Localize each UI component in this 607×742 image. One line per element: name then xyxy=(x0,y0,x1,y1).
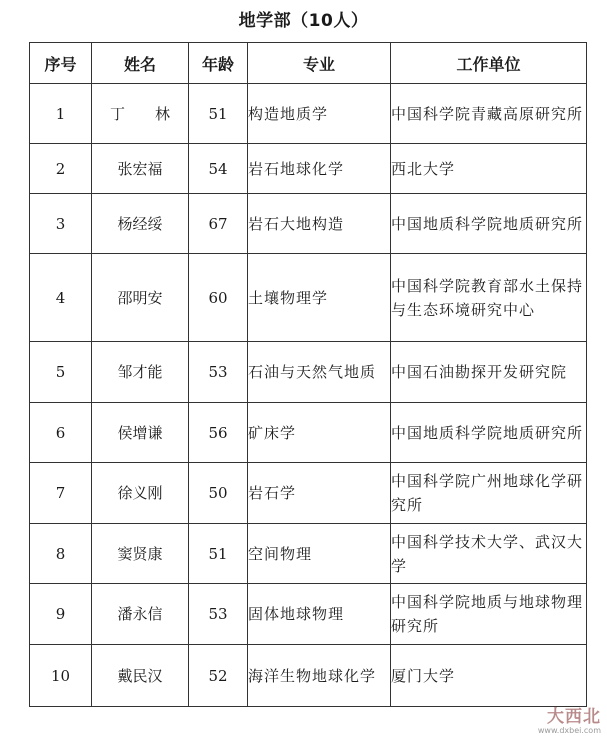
row-index: 7 xyxy=(30,463,92,524)
row-name: 戴民汉 xyxy=(92,645,189,707)
watermark-logo xyxy=(491,708,601,738)
row-unit: 中国地质科学院地质研究所 xyxy=(391,194,587,254)
row-age: 52 xyxy=(189,645,248,707)
row-name: 徐义刚 xyxy=(92,463,189,524)
row-age: 60 xyxy=(189,254,248,342)
row-name: 侯增谦 xyxy=(92,403,189,463)
row-major: 岩石大地构造 xyxy=(248,194,391,254)
table-row xyxy=(30,254,587,342)
row-major: 矿床学 xyxy=(248,403,391,463)
header-index: 序号 xyxy=(30,43,92,84)
row-name: 邹才能 xyxy=(92,342,189,403)
row-age: 51 xyxy=(189,84,248,144)
row-name: 丁 林 xyxy=(92,84,189,144)
row-index: 6 xyxy=(30,403,92,463)
row-major: 岩石学 xyxy=(248,463,391,524)
table-row xyxy=(30,84,587,144)
header-age: 年龄 xyxy=(189,43,248,84)
table-row xyxy=(30,584,587,645)
row-index: 8 xyxy=(30,524,92,584)
row-index: 2 xyxy=(30,144,92,194)
row-name: 潘永信 xyxy=(92,584,189,645)
row-age: 53 xyxy=(189,342,248,403)
row-name: 窦贤康 xyxy=(92,524,189,584)
row-unit: 中国科学技术大学、武汉大学 xyxy=(391,524,587,584)
row-unit: 中国科学院广州地球化学研究所 xyxy=(391,463,587,524)
table-row xyxy=(30,342,587,403)
watermark-url: www.dxbei.com xyxy=(537,726,601,735)
table-row xyxy=(30,463,587,524)
header-major: 专业 xyxy=(248,43,391,84)
row-unit: 西北大学 xyxy=(391,144,587,194)
row-age: 51 xyxy=(189,524,248,584)
row-index: 9 xyxy=(30,584,92,645)
row-age: 54 xyxy=(189,144,248,194)
row-unit: 中国科学院教育部水土保持与生态环境研究中心 xyxy=(391,254,587,342)
row-index: 1 xyxy=(30,84,92,144)
row-index: 5 xyxy=(30,342,92,403)
row-major: 海洋生物地球化学 xyxy=(248,645,391,707)
row-index: 3 xyxy=(30,194,92,254)
row-age: 56 xyxy=(189,403,248,463)
row-major: 构造地质学 xyxy=(248,84,391,144)
watermark-logo-text: 大西北 xyxy=(547,707,601,727)
row-major: 石油与天然气地质 xyxy=(248,342,391,403)
table-row xyxy=(30,524,587,584)
table-row xyxy=(30,194,587,254)
page-title: 地学部（10人） xyxy=(238,11,369,31)
row-index: 10 xyxy=(30,645,92,707)
row-age: 67 xyxy=(189,194,248,254)
row-major: 空间物理 xyxy=(248,524,391,584)
table-row xyxy=(30,403,587,463)
row-unit: 中国科学院青藏高原研究所 xyxy=(391,84,587,144)
row-unit: 中国石油勘探开发研究院 xyxy=(391,342,587,403)
row-major: 岩石地球化学 xyxy=(248,144,391,194)
row-unit: 中国科学院地质与地球物理研究所 xyxy=(391,584,587,645)
row-name: 邵明安 xyxy=(92,254,189,342)
row-name: 张宏福 xyxy=(92,144,189,194)
row-age: 53 xyxy=(189,584,248,645)
member-table xyxy=(29,42,587,707)
row-unit: 中国地质科学院地质研究所 xyxy=(391,403,587,463)
row-major: 固体地球物理 xyxy=(248,584,391,645)
header-unit: 工作单位 xyxy=(391,43,587,84)
table-row xyxy=(30,645,587,707)
row-name: 杨经绥 xyxy=(92,194,189,254)
row-major: 土壤物理学 xyxy=(248,254,391,342)
table-header-row xyxy=(30,43,587,84)
row-unit: 厦门大学 xyxy=(391,645,587,707)
row-age: 50 xyxy=(189,463,248,524)
row-index: 4 xyxy=(30,254,92,342)
header-name: 姓名 xyxy=(92,43,189,84)
table-row xyxy=(30,144,587,194)
